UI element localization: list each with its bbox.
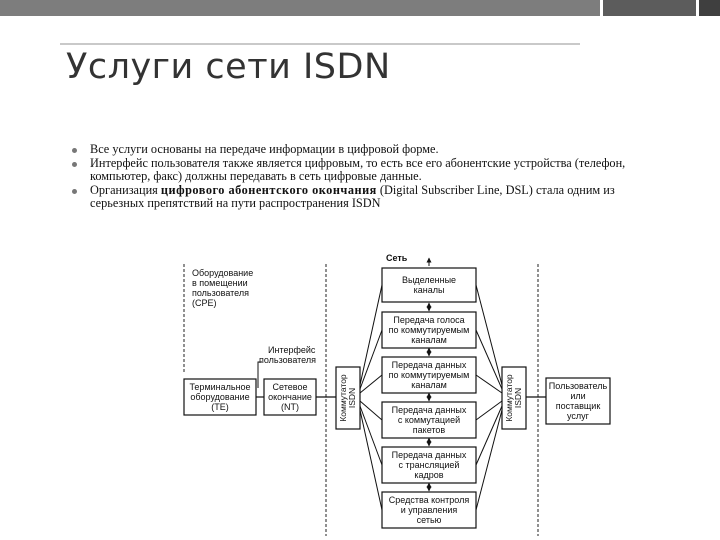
user-interface-leader xyxy=(258,362,262,388)
network-label: Сеть xyxy=(386,253,408,263)
service-label: Передача данных с трансляцией кадров xyxy=(391,450,467,480)
top-bar-segment xyxy=(603,0,696,16)
service-label: Передача голоса по коммутируемым каналам xyxy=(388,315,470,345)
bullet-icon xyxy=(72,148,77,153)
service-label: Передача данных по коммутируемым каналам xyxy=(388,360,470,390)
title-divider xyxy=(60,43,580,45)
right-switch-label: КоммутаторISDN xyxy=(504,374,523,422)
top-bar-segment xyxy=(0,0,600,16)
service-label: Передача данных с коммутацией пакетов xyxy=(391,405,467,435)
slide-top-bar xyxy=(0,0,720,16)
bullet-text: Все услуги основаны на передаче информации в цифровой форме. xyxy=(90,142,439,156)
user-interface-label: Интерфейс пользователя xyxy=(259,345,316,365)
slide-title: Услуги сети ISDN xyxy=(66,47,391,87)
right-fanout-lines xyxy=(476,285,502,510)
bullet-text: Интерфейс пользователя также является цифровым, то есть все его абонентские устройства (телефон, компьютер, факс) должны передавать в сеть цифровые данные. xyxy=(90,155,626,184)
service-label: Выделенные каналы xyxy=(401,275,457,295)
bullet-item xyxy=(72,143,672,157)
isdn-services-diagram xyxy=(178,250,618,536)
left-switch-label: КоммутаторISDN xyxy=(338,374,357,422)
top-bar-segment xyxy=(699,0,720,16)
bullet-text: Организация xyxy=(90,182,161,197)
provider-label: Пользователь или поставщик услуг xyxy=(548,381,608,421)
service-label: Средства контроля и управления сетью xyxy=(388,495,470,525)
left-fanout-lines xyxy=(360,285,382,510)
nt-label: Сетевое окончание (NT) xyxy=(268,382,312,412)
bullet-bold-text: цифрового абонентского окончания xyxy=(160,182,377,197)
te-label: Терминальное оборудование (TE) xyxy=(189,382,251,412)
bullet-icon xyxy=(72,162,77,167)
bullet-text: (Digital Subscriber Line, DSL) стала одним из серьезных препятствий на пути распространения ISDN xyxy=(90,182,615,211)
cpe-label: Оборудование в помещении пользователя (CPE) xyxy=(192,268,254,308)
bullet-item xyxy=(72,184,672,211)
bullet-icon xyxy=(72,189,77,194)
bullet-item xyxy=(72,157,672,184)
bullet-list xyxy=(72,143,672,211)
